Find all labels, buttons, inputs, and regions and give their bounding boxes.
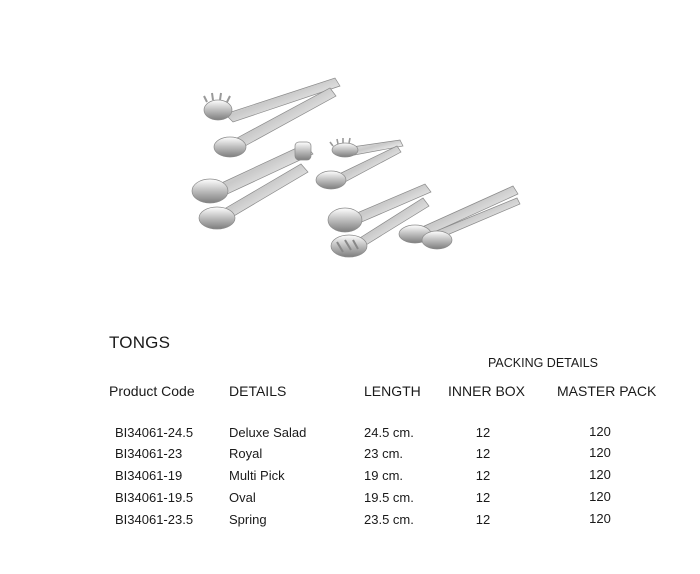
length-cell: 24.5 cm. [364, 425, 414, 440]
length-cell: 19 cm. [364, 468, 404, 483]
salad-tongs-image [204, 78, 340, 157]
product-code-cell: BI34061-23 [115, 446, 183, 461]
header-inner-box: INNER BOX [448, 383, 526, 399]
inner-box-cell: 12 [475, 468, 491, 483]
multi-pick-tongs-image [316, 138, 403, 189]
details-cell: Oval [229, 490, 256, 505]
details-cell: Deluxe Salad [229, 425, 307, 440]
header-length: LENGTH [364, 383, 421, 399]
product-code-cell: BI34061-19 [115, 468, 183, 483]
details-cell: Spring [229, 512, 267, 527]
inner-box-cell: 12 [475, 490, 491, 505]
length-cell: 23 cm. [364, 446, 404, 461]
length-cell: 23.5 cm. [364, 512, 414, 527]
section-title: TONGS [109, 333, 171, 352]
inner-box-cell: 12 [475, 425, 491, 440]
inner-box-cell: 12 [475, 512, 491, 527]
master-pack-cell: 120 [589, 467, 611, 482]
details-cell: Royal [229, 446, 263, 461]
master-pack-cell: 120 [589, 489, 611, 504]
royal-tongs-image [192, 142, 313, 229]
oval-tongs-image [328, 184, 431, 257]
header-details: DETAILS [229, 383, 287, 399]
header-product-code: Product Code [109, 383, 195, 399]
length-cell: 19.5 cm. [364, 490, 414, 505]
details-cell: Multi Pick [229, 468, 285, 483]
master-pack-cell: 120 [589, 424, 611, 439]
product-code-cell: BI34061-19.5 [115, 490, 194, 505]
master-pack-cell: 120 [589, 445, 611, 460]
tongs-product-photo [185, 66, 525, 266]
product-code-cell: BI34061-23.5 [115, 512, 194, 527]
master-pack-cell: 120 [589, 511, 611, 526]
inner-box-cell: 12 [475, 446, 491, 461]
header-master-pack: MASTER PACK [557, 383, 657, 399]
packing-details-label: PACKING DETAILS [488, 356, 598, 370]
product-code-cell: BI34061-24.5 [115, 425, 194, 440]
